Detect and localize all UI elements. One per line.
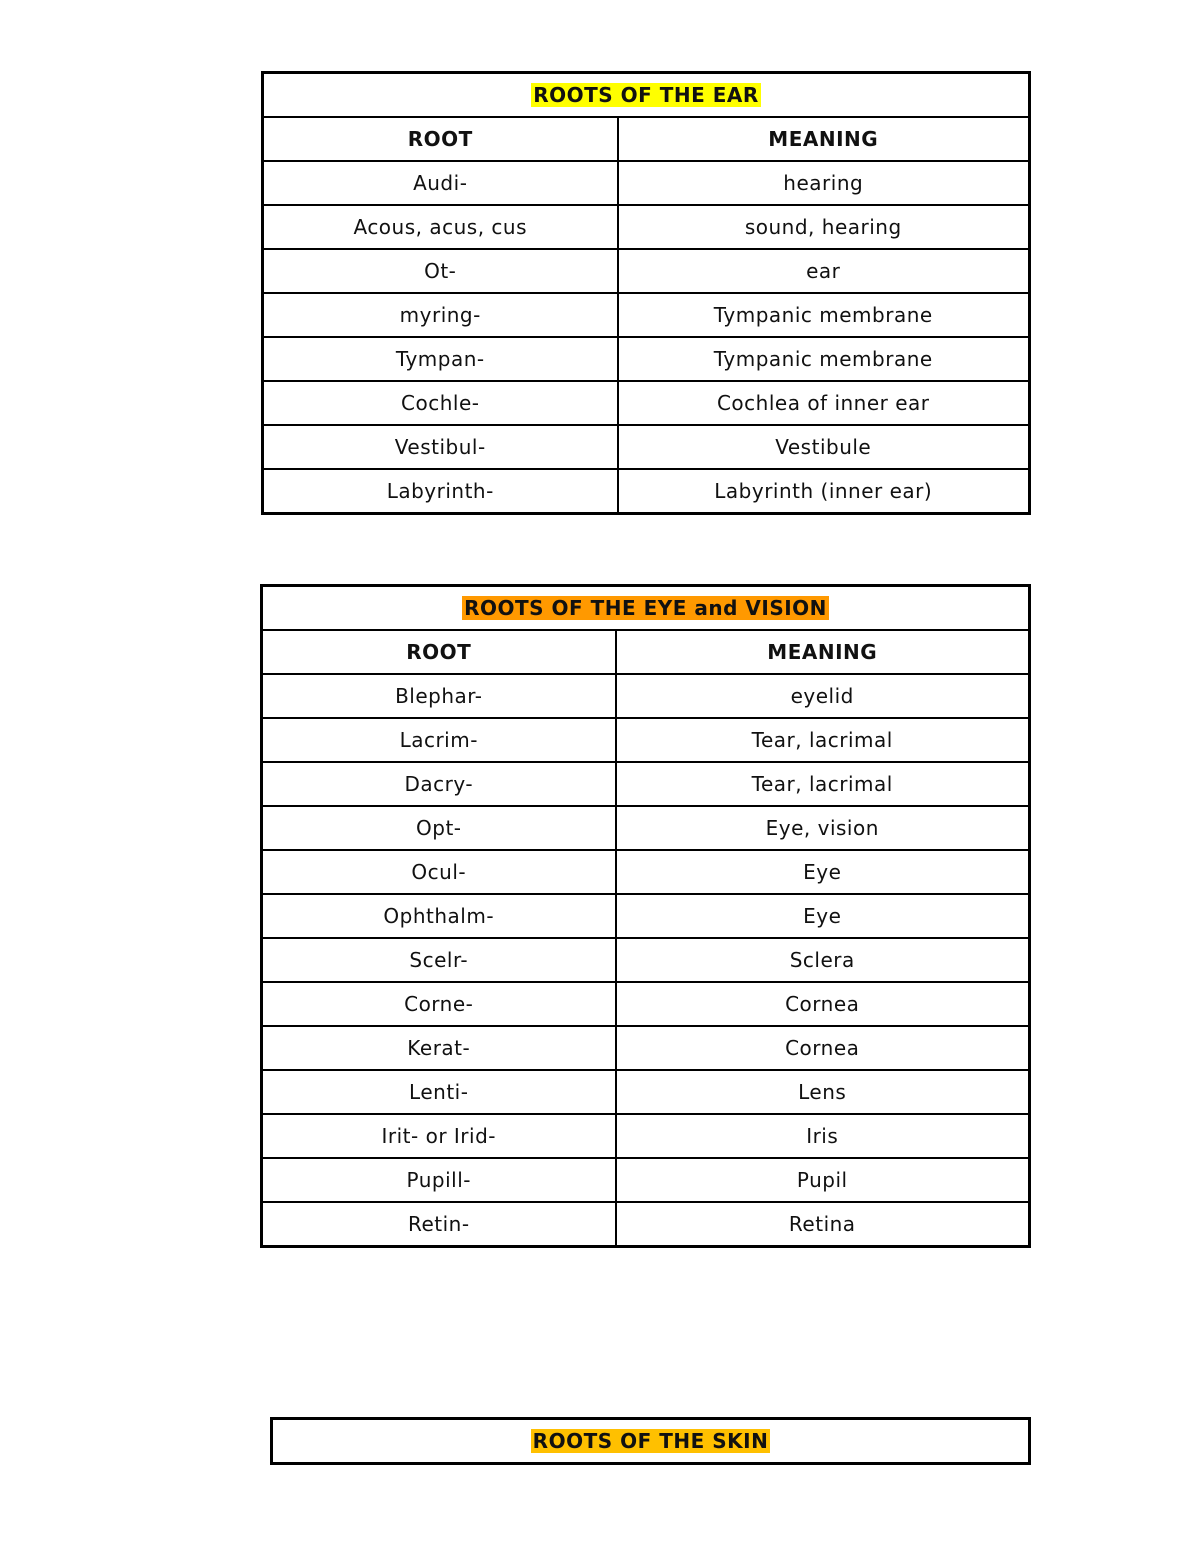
table-row — [262, 806, 1030, 850]
root-cell: Lenti- — [262, 1070, 616, 1114]
table-row — [262, 718, 1030, 762]
table-row — [262, 850, 1030, 894]
meaning-cell: ear — [618, 249, 1030, 293]
skin-roots-table — [270, 1417, 1031, 1465]
table-row — [262, 1114, 1030, 1158]
meaning-cell: Iris — [616, 1114, 1030, 1158]
meaning-cell: hearing — [618, 161, 1030, 205]
root-cell: Scelr- — [262, 938, 616, 982]
table-row — [263, 205, 1030, 249]
root-cell: Vestibul- — [263, 425, 618, 469]
meaning-cell: Tympanic membrane — [618, 337, 1030, 381]
meaning-cell: Pupil — [616, 1158, 1030, 1202]
root-cell: Irit- or Irid- — [262, 1114, 616, 1158]
table-row — [262, 982, 1030, 1026]
root-cell: Ophthalm- — [262, 894, 616, 938]
root-column-header: ROOT — [263, 117, 618, 161]
table-row — [262, 894, 1030, 938]
meaning-cell: Vestibule — [618, 425, 1030, 469]
meaning-cell: Eye — [616, 894, 1030, 938]
root-cell: Kerat- — [262, 1026, 616, 1070]
table-row — [263, 425, 1030, 469]
meaning-column-header: MEANING — [618, 117, 1030, 161]
skin-table-title: ROOTS OF THE SKIN — [532, 1429, 769, 1453]
root-cell: Tympan- — [263, 337, 618, 381]
root-cell: Lacrim- — [262, 718, 616, 762]
meaning-cell: Eye, vision — [616, 806, 1030, 850]
eye-vision-roots-table — [260, 584, 1031, 1248]
table-row — [263, 469, 1030, 514]
table-row — [263, 293, 1030, 337]
meaning-cell: Tear, lacrimal — [616, 718, 1030, 762]
table-title-row — [263, 73, 1030, 118]
table-row — [263, 161, 1030, 205]
table-row — [262, 1026, 1030, 1070]
table-title-row — [262, 586, 1030, 631]
eye-table-title: ROOTS OF THE EYE and VISION — [464, 596, 827, 620]
table-row — [262, 1070, 1030, 1114]
root-cell: Audi- — [263, 161, 618, 205]
meaning-cell: Labyrinth (inner ear) — [618, 469, 1030, 514]
root-cell: Labyrinth- — [263, 469, 618, 514]
meaning-cell: eyelid — [616, 674, 1030, 718]
ear-roots-table — [261, 71, 1031, 515]
table-row — [262, 938, 1030, 982]
root-cell: Dacry- — [262, 762, 616, 806]
root-cell: Ocul- — [262, 850, 616, 894]
meaning-cell: Sclera — [616, 938, 1030, 982]
meaning-cell: Cornea — [616, 982, 1030, 1026]
root-cell: Ot- — [263, 249, 618, 293]
meaning-cell: sound, hearing — [618, 205, 1030, 249]
root-cell: Acous, acus, cus — [263, 205, 618, 249]
table-row — [262, 674, 1030, 718]
meaning-cell: Cochlea of inner ear — [618, 381, 1030, 425]
meaning-cell: Tympanic membrane — [618, 293, 1030, 337]
meaning-cell: Cornea — [616, 1026, 1030, 1070]
root-cell: myring- — [263, 293, 618, 337]
meaning-cell: Retina — [616, 1202, 1030, 1247]
meaning-column-header: MEANING — [616, 630, 1030, 674]
table-row — [262, 1202, 1030, 1247]
table-row — [262, 1158, 1030, 1202]
meaning-cell: Eye — [616, 850, 1030, 894]
meaning-cell: Tear, lacrimal — [616, 762, 1030, 806]
meaning-cell: Lens — [616, 1070, 1030, 1114]
ear-table-title: ROOTS OF THE EAR — [533, 83, 759, 107]
table-header-row — [262, 630, 1030, 674]
root-cell: Opt- — [262, 806, 616, 850]
table-row — [263, 249, 1030, 293]
table-title-row — [272, 1419, 1030, 1464]
table-row — [263, 337, 1030, 381]
table-row — [263, 381, 1030, 425]
root-cell: Blephar- — [262, 674, 616, 718]
table-row — [262, 762, 1030, 806]
root-column-header: ROOT — [262, 630, 616, 674]
root-cell: Corne- — [262, 982, 616, 1026]
root-cell: Cochle- — [263, 381, 618, 425]
root-cell: Retin- — [262, 1202, 616, 1247]
table-header-row — [263, 117, 1030, 161]
root-cell: Pupill- — [262, 1158, 616, 1202]
